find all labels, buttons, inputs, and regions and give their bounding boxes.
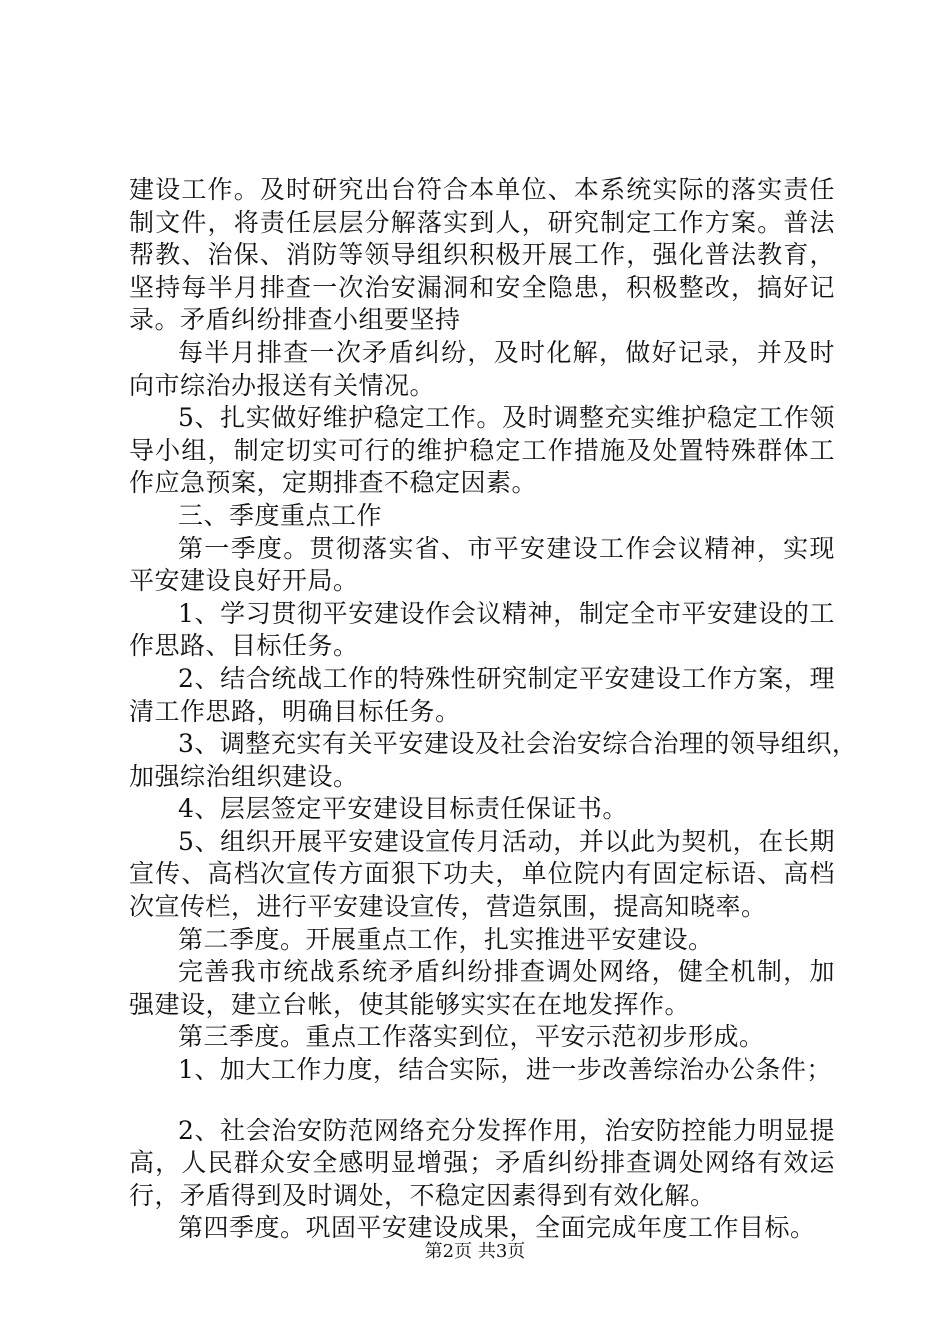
paragraph-line: 1、学习贯彻平安建设作会议精神，制定全市平安建设的工	[178, 598, 835, 628]
paragraph-line: 5、组织开展平安建设宣传月活动，并以此为契机，在长期	[178, 826, 835, 856]
paragraph-line: 强建设，建立台帐，使其能够实实在在地发挥作。	[129, 989, 691, 1019]
paragraph-line: 宣传、高档次宣传方面狠下功夫，单位院内有固定标语、高档	[129, 859, 835, 889]
paragraph-line: 4、层层签定平安建设目标责任保证书。	[178, 794, 628, 824]
paragraph-line: 行，矛盾得到及时调处，不稳定因素得到有效化解。	[129, 1180, 716, 1210]
paragraph-line: 建设工作。及时研究出台符合本单位、本系统实际的落实责任	[129, 175, 835, 204]
paragraph-line: 作思路、目标任务。	[129, 631, 359, 661]
paragraph-line: 第一季度。贯彻落实省、市平安建设工作会议精神，实现	[178, 533, 835, 563]
paragraph-line: 作应急预案，定期排查不稳定因素。	[129, 468, 538, 498]
paragraph-line: 第三季度。重点工作落实到位，平安示范初步形成。	[178, 1022, 765, 1052]
paragraph-line: 1、加大工作力度，结合实际，进一步改善综治办公条件；	[178, 1055, 832, 1085]
paragraph-line: 加强综治组织建设。	[129, 761, 359, 791]
paragraph-line: 导小组，制定切实可行的维护稳定工作措施及处置特殊群体工	[129, 435, 835, 465]
paragraph-line: 5、扎实做好维护稳定工作。及时调整充实维护稳定工作领	[178, 403, 835, 433]
paragraph-line: 清工作思路，明确目标任务。	[129, 696, 461, 726]
paragraph-gap	[129, 1087, 835, 1115]
paragraph-line: 平安建设良好开局。	[129, 566, 359, 596]
paragraph-line: 完善我市统战系统矛盾纠纷排查调处网络，健全机制，加	[178, 957, 835, 987]
paragraph-line: 每半月排查一次矛盾纠纷，及时化解，做好记录，并及时	[178, 337, 835, 367]
page-number: 第2页 共3页	[424, 1241, 526, 1262]
paragraph-line: 2、社会治安防范网络充分发挥作用，治安防控能力明显提	[178, 1115, 835, 1145]
paragraph-line: 3、调整充实有关平安建设及社会治安综合治理的领导组织，	[178, 729, 858, 759]
paragraph-line: 向市综治办报送有关情况。	[129, 370, 436, 400]
paragraph-line: 次宣传栏，进行平安建设宣传，营造氛围，提高知晓率。	[129, 892, 767, 922]
paragraph-line: 录。矛盾纠纷排查小组要坚持	[129, 305, 461, 335]
section-heading: 三、季度重点工作	[178, 500, 383, 530]
paragraph-line: 2、结合统战工作的特殊性研究制定平安建设工作方案，理	[178, 663, 835, 693]
paragraph-line: 第四季度。巩固平安建设成果，全面完成年度工作目标。	[178, 1213, 816, 1243]
paragraph-line: 帮教、治保、消防等领导组织积极开展工作，强化普法教育，	[129, 240, 835, 270]
paragraph-line: 高，人民群众安全感明显增强；矛盾纠纷排查调处网络有效运	[129, 1148, 835, 1178]
paragraph-line: 第二季度。开展重点工作，扎实推进平安建设。	[178, 924, 714, 954]
paragraph-line: 坚持每半月排查一次治安漏洞和安全隐患，积极整改，搞好记	[129, 272, 835, 302]
paragraph-line: 制文件，将责任层层分解落实到人，研究制定工作方案。普法	[129, 207, 835, 237]
document-body	[129, 174, 858, 1245]
